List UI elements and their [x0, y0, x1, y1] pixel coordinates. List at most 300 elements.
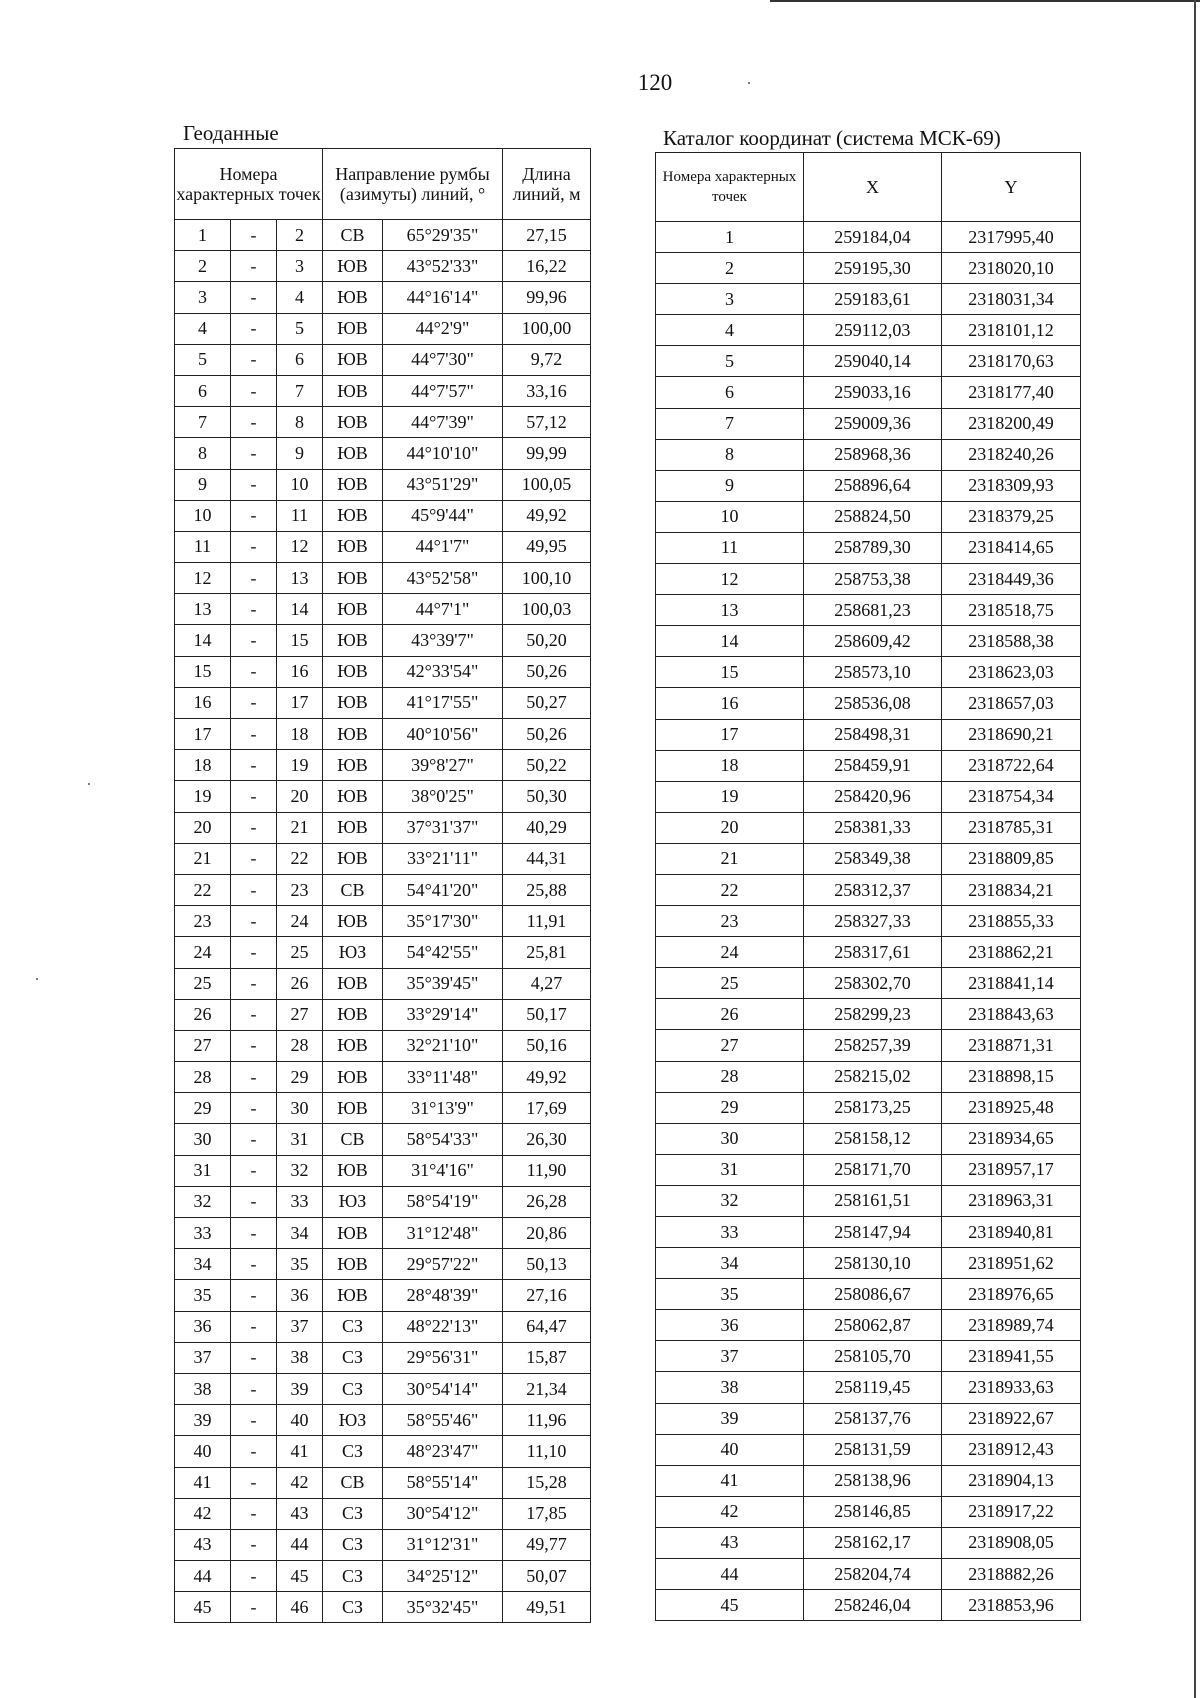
line-length: 50,26	[503, 719, 591, 750]
point-number: 34	[656, 1248, 804, 1279]
coordinate-x: 258138,96	[804, 1465, 942, 1496]
rumb-angle: 29°56'31"	[383, 1342, 503, 1373]
range-dash: -	[231, 719, 277, 750]
rumb-angle: 44°7'39"	[383, 407, 503, 438]
point-from: 23	[175, 906, 231, 937]
point-number: 44	[656, 1559, 804, 1590]
table-row	[175, 812, 591, 843]
table-row	[656, 501, 1081, 532]
point-number: 10	[656, 501, 804, 532]
line-length: 50,13	[503, 1249, 591, 1280]
point-from: 25	[175, 968, 231, 999]
coordinate-x: 258130,10	[804, 1248, 942, 1279]
line-length: 57,12	[503, 407, 591, 438]
line-length: 17,69	[503, 1093, 591, 1124]
rumb-direction: ЮВ	[323, 687, 383, 718]
table-row	[175, 719, 591, 750]
point-to: 17	[277, 687, 323, 718]
point-number: 14	[656, 626, 804, 657]
table-row	[656, 1341, 1081, 1372]
table-row	[656, 439, 1081, 470]
point-from: 22	[175, 874, 231, 905]
coordinate-x: 258420,96	[804, 781, 942, 812]
point-from: 14	[175, 625, 231, 656]
coordinate-x: 258257,39	[804, 1030, 942, 1061]
coordinate-x: 258312,37	[804, 874, 942, 905]
table-row	[175, 1218, 591, 1249]
rumb-direction: ЮВ	[323, 812, 383, 843]
line-length: 50,30	[503, 781, 591, 812]
table-row	[175, 1342, 591, 1373]
rumb-angle: 33°29'14"	[383, 999, 503, 1030]
point-from: 15	[175, 656, 231, 687]
coordinate-y: 2318933,63	[942, 1372, 1081, 1403]
coordinate-x: 259033,16	[804, 377, 942, 408]
coordinate-y: 2318976,65	[942, 1279, 1081, 1310]
coordinate-y: 2318917,22	[942, 1496, 1081, 1527]
coordinate-y: 2318843,63	[942, 999, 1081, 1030]
range-dash: -	[231, 438, 277, 469]
rumb-angle: 35°39'45"	[383, 968, 503, 999]
table-row	[656, 1465, 1081, 1496]
point-to: 26	[277, 968, 323, 999]
point-to: 3	[277, 251, 323, 282]
header-length: Длина линий, м	[503, 149, 591, 220]
range-dash: -	[231, 220, 277, 251]
line-length: 50,16	[503, 1030, 591, 1061]
coordinate-y: 2318449,36	[942, 564, 1081, 595]
coordinate-y: 2318588,38	[942, 626, 1081, 657]
rumb-direction: ЮЗ	[323, 1405, 383, 1436]
point-number: 26	[656, 999, 804, 1030]
point-to: 13	[277, 563, 323, 594]
line-length: 20,86	[503, 1218, 591, 1249]
coordinate-y: 2318841,14	[942, 968, 1081, 999]
table-row	[175, 1124, 591, 1155]
rumb-angle: 48°23'47"	[383, 1436, 503, 1467]
table-row	[656, 1061, 1081, 1092]
rumb-angle: 40°10'56"	[383, 719, 503, 750]
point-from: 6	[175, 375, 231, 406]
point-to: 12	[277, 531, 323, 562]
table-row	[656, 1092, 1081, 1123]
point-to: 45	[277, 1561, 323, 1592]
coordinate-x: 258162,17	[804, 1527, 942, 1558]
point-number: 40	[656, 1434, 804, 1465]
point-from: 37	[175, 1342, 231, 1373]
coordinate-x: 258327,33	[804, 906, 942, 937]
table-row	[656, 1030, 1081, 1061]
coordinate-x: 258105,70	[804, 1341, 942, 1372]
point-to: 21	[277, 812, 323, 843]
point-number: 13	[656, 595, 804, 626]
rumb-direction: ЮВ	[323, 407, 383, 438]
header-x: X	[804, 153, 942, 222]
point-number: 41	[656, 1465, 804, 1496]
point-number: 25	[656, 968, 804, 999]
coordinate-x: 258299,23	[804, 999, 942, 1030]
scan-speck	[748, 82, 750, 84]
point-to: 46	[277, 1592, 323, 1623]
line-length: 100,03	[503, 594, 591, 625]
range-dash: -	[231, 344, 277, 375]
point-from: 17	[175, 719, 231, 750]
coordinate-x: 259112,03	[804, 315, 942, 346]
line-length: 9,72	[503, 344, 591, 375]
line-length: 25,88	[503, 874, 591, 905]
range-dash: -	[231, 1498, 277, 1529]
point-from: 11	[175, 531, 231, 562]
table-row	[656, 626, 1081, 657]
coordinate-y: 2318882,26	[942, 1559, 1081, 1590]
scan-speck	[88, 783, 90, 785]
line-length: 50,27	[503, 687, 591, 718]
table-row	[656, 470, 1081, 501]
point-number: 30	[656, 1123, 804, 1154]
rumb-direction: ЮВ	[323, 251, 383, 282]
table-row	[175, 469, 591, 500]
rumb-angle: 45°9'44"	[383, 500, 503, 531]
rumb-angle: 29°57'22"	[383, 1249, 503, 1280]
coordinate-y: 2317995,40	[942, 222, 1081, 253]
coordinate-y: 2318855,33	[942, 906, 1081, 937]
table-row	[175, 1186, 591, 1217]
point-number: 1	[656, 222, 804, 253]
coordinate-y: 2318177,40	[942, 377, 1081, 408]
point-number: 4	[656, 315, 804, 346]
point-number: 18	[656, 750, 804, 781]
range-dash: -	[231, 1124, 277, 1155]
point-number: 28	[656, 1061, 804, 1092]
point-to: 37	[277, 1311, 323, 1342]
rumb-angle: 33°21'11"	[383, 843, 503, 874]
table-row	[175, 282, 591, 313]
table-row	[175, 1155, 591, 1186]
line-length: 17,85	[503, 1498, 591, 1529]
line-length: 21,34	[503, 1373, 591, 1404]
table-row	[656, 377, 1081, 408]
table-row	[656, 906, 1081, 937]
rumb-direction: ЮВ	[323, 344, 383, 375]
coordinate-x: 258753,38	[804, 564, 942, 595]
coordinate-x: 258381,33	[804, 812, 942, 843]
point-to: 11	[277, 500, 323, 531]
rumb-direction: ЮВ	[323, 719, 383, 750]
rumb-direction: ЮВ	[323, 625, 383, 656]
table-row	[175, 750, 591, 781]
coordinate-y: 2318941,55	[942, 1341, 1081, 1372]
line-length: 16,22	[503, 251, 591, 282]
rumb-angle: 30°54'14"	[383, 1373, 503, 1404]
table-row	[175, 563, 591, 594]
point-from: 36	[175, 1311, 231, 1342]
line-length: 100,00	[503, 313, 591, 344]
point-number: 19	[656, 781, 804, 812]
range-dash: -	[231, 407, 277, 438]
rumb-direction: СЗ	[323, 1436, 383, 1467]
range-dash: -	[231, 500, 277, 531]
rumb-angle: 37°31'37"	[383, 812, 503, 843]
rumb-direction: ЮВ	[323, 282, 383, 313]
table-row	[175, 1311, 591, 1342]
table-row	[175, 375, 591, 406]
table-row	[656, 750, 1081, 781]
coordinate-x: 258137,76	[804, 1403, 942, 1434]
coordinate-x: 258609,42	[804, 626, 942, 657]
coordinate-y: 2318922,67	[942, 1403, 1081, 1434]
rumb-angle: 54°41'20"	[383, 874, 503, 905]
table-row	[175, 220, 591, 251]
point-from: 4	[175, 313, 231, 344]
range-dash: -	[231, 874, 277, 905]
rumb-angle: 30°54'12"	[383, 1498, 503, 1529]
line-length: 100,10	[503, 563, 591, 594]
table-row	[175, 313, 591, 344]
table-row	[175, 1249, 591, 1280]
point-to: 20	[277, 781, 323, 812]
range-dash: -	[231, 1592, 277, 1623]
point-to: 19	[277, 750, 323, 781]
table-row	[175, 531, 591, 562]
line-length: 4,27	[503, 968, 591, 999]
point-from: 10	[175, 500, 231, 531]
table-row	[656, 1310, 1081, 1341]
range-dash: -	[231, 531, 277, 562]
table-row	[175, 1062, 591, 1093]
range-dash: -	[231, 1249, 277, 1280]
point-number: 8	[656, 439, 804, 470]
point-to: 32	[277, 1155, 323, 1186]
catalog-body	[656, 222, 1081, 1621]
rumb-direction: ЮВ	[323, 656, 383, 687]
point-from: 32	[175, 1186, 231, 1217]
point-from: 40	[175, 1436, 231, 1467]
line-length: 100,05	[503, 469, 591, 500]
line-length: 40,29	[503, 812, 591, 843]
point-number: 43	[656, 1527, 804, 1558]
rumb-direction: СВ	[323, 1467, 383, 1498]
range-dash: -	[231, 999, 277, 1030]
coordinate-x: 258349,38	[804, 843, 942, 874]
range-dash: -	[231, 1218, 277, 1249]
table-row	[175, 1405, 591, 1436]
coordinate-x: 258146,85	[804, 1496, 942, 1527]
table-row	[656, 688, 1081, 719]
table-row	[656, 1527, 1081, 1558]
point-number: 24	[656, 937, 804, 968]
range-dash: -	[231, 1062, 277, 1093]
point-to: 43	[277, 1498, 323, 1529]
coordinate-y: 2318657,03	[942, 688, 1081, 719]
point-number: 9	[656, 470, 804, 501]
rumb-direction: ЮВ	[323, 1155, 383, 1186]
rumb-angle: 58°55'46"	[383, 1405, 503, 1436]
line-length: 99,99	[503, 438, 591, 469]
point-to: 22	[277, 843, 323, 874]
range-dash: -	[231, 937, 277, 968]
point-to: 8	[277, 407, 323, 438]
table-row	[656, 1154, 1081, 1185]
coordinate-y: 2318963,31	[942, 1185, 1081, 1216]
line-length: 11,91	[503, 906, 591, 937]
point-number: 5	[656, 346, 804, 377]
coordinate-y: 2318414,65	[942, 532, 1081, 563]
scan-edge-right	[1194, 0, 1196, 1698]
coordinate-y: 2318518,75	[942, 595, 1081, 626]
point-from: 28	[175, 1062, 231, 1093]
coordinate-y: 2318809,85	[942, 843, 1081, 874]
range-dash: -	[231, 251, 277, 282]
table-row	[656, 1559, 1081, 1590]
rumb-angle: 31°12'31"	[383, 1529, 503, 1560]
table-row	[656, 595, 1081, 626]
range-dash: -	[231, 469, 277, 500]
table-row	[175, 1561, 591, 1592]
range-dash: -	[231, 1030, 277, 1061]
coordinate-x: 258171,70	[804, 1154, 942, 1185]
rumb-angle: 33°11'48"	[383, 1062, 503, 1093]
point-from: 43	[175, 1529, 231, 1560]
point-to: 5	[277, 313, 323, 344]
range-dash: -	[231, 781, 277, 812]
point-number: 22	[656, 874, 804, 905]
point-number: 35	[656, 1279, 804, 1310]
coordinate-y: 2318200,49	[942, 408, 1081, 439]
scan-edge-top	[770, 0, 1200, 2]
point-from: 44	[175, 1561, 231, 1592]
table-row	[656, 222, 1081, 253]
coordinate-y: 2318940,81	[942, 1217, 1081, 1248]
coordinate-y: 2318853,96	[942, 1590, 1081, 1621]
table-row	[656, 874, 1081, 905]
line-length: 64,47	[503, 1311, 591, 1342]
range-dash: -	[231, 1467, 277, 1498]
rumb-direction: ЮВ	[323, 843, 383, 874]
line-length: 50,07	[503, 1561, 591, 1592]
coordinate-x: 258536,08	[804, 688, 942, 719]
point-number: 20	[656, 812, 804, 843]
rumb-angle: 43°52'33"	[383, 251, 503, 282]
line-length: 15,87	[503, 1342, 591, 1373]
coordinate-y: 2318912,43	[942, 1434, 1081, 1465]
table-row	[175, 500, 591, 531]
coordinate-y: 2318020,10	[942, 253, 1081, 284]
coordinate-y: 2318309,93	[942, 470, 1081, 501]
table-row	[175, 874, 591, 905]
point-to: 7	[277, 375, 323, 406]
table-row	[656, 1248, 1081, 1279]
range-dash: -	[231, 843, 277, 874]
table-row	[175, 1592, 591, 1623]
coordinate-x: 259040,14	[804, 346, 942, 377]
coordinate-y: 2318989,74	[942, 1310, 1081, 1341]
point-from: 39	[175, 1405, 231, 1436]
coordinate-y: 2318031,34	[942, 284, 1081, 315]
table-row	[175, 656, 591, 687]
point-to: 9	[277, 438, 323, 469]
point-to: 35	[277, 1249, 323, 1280]
coordinate-x: 259009,36	[804, 408, 942, 439]
table-row	[175, 687, 591, 718]
rumb-angle: 44°2'9"	[383, 313, 503, 344]
coordinate-x: 258062,87	[804, 1310, 942, 1341]
table-row	[175, 625, 591, 656]
range-dash: -	[231, 282, 277, 313]
rumb-direction: ЮВ	[323, 594, 383, 625]
point-from: 8	[175, 438, 231, 469]
range-dash: -	[231, 656, 277, 687]
table-row	[656, 1590, 1081, 1621]
table-row	[175, 843, 591, 874]
rumb-direction: ЮВ	[323, 375, 383, 406]
rumb-direction: ЮВ	[323, 750, 383, 781]
rumb-direction: ЮВ	[323, 1062, 383, 1093]
rumb-direction: ЮВ	[323, 968, 383, 999]
rumb-angle: 43°51'29"	[383, 469, 503, 500]
rumb-angle: 44°10'10"	[383, 438, 503, 469]
rumb-angle: 58°54'33"	[383, 1124, 503, 1155]
rumb-direction: ЮЗ	[323, 937, 383, 968]
point-from: 29	[175, 1093, 231, 1124]
rumb-angle: 42°33'54"	[383, 656, 503, 687]
table-row	[175, 251, 591, 282]
point-from: 12	[175, 563, 231, 594]
point-from: 27	[175, 1030, 231, 1061]
rumb-angle: 65°29'35"	[383, 220, 503, 251]
rumb-direction: ЮЗ	[323, 1186, 383, 1217]
point-to: 29	[277, 1062, 323, 1093]
point-to: 16	[277, 656, 323, 687]
point-from: 9	[175, 469, 231, 500]
table-row	[175, 1498, 591, 1529]
rumb-direction: СЗ	[323, 1498, 383, 1529]
catalog-caption: Каталог координат (система МСК-69)	[663, 126, 1001, 150]
point-to: 33	[277, 1186, 323, 1217]
line-length: 49,95	[503, 531, 591, 562]
point-from: 30	[175, 1124, 231, 1155]
point-from: 19	[175, 781, 231, 812]
point-from: 16	[175, 687, 231, 718]
rumb-angle: 28°48'39"	[383, 1280, 503, 1311]
range-dash: -	[231, 968, 277, 999]
coordinate-y: 2318934,65	[942, 1123, 1081, 1154]
table-row	[656, 843, 1081, 874]
range-dash: -	[231, 687, 277, 718]
point-number: 45	[656, 1590, 804, 1621]
table-row	[656, 1279, 1081, 1310]
table-row	[175, 1436, 591, 1467]
point-number: 37	[656, 1341, 804, 1372]
scan-speck	[36, 978, 38, 980]
coordinate-x: 258161,51	[804, 1185, 942, 1216]
rumb-direction: ЮВ	[323, 438, 383, 469]
point-number: 39	[656, 1403, 804, 1434]
point-to: 39	[277, 1373, 323, 1404]
rumb-direction: ЮВ	[323, 781, 383, 812]
coordinate-x: 258215,02	[804, 1061, 942, 1092]
table-row	[656, 1403, 1081, 1434]
coordinate-catalog-table	[655, 152, 1081, 1621]
rumb-angle: 39°8'27"	[383, 750, 503, 781]
point-to: 28	[277, 1030, 323, 1061]
rumb-angle: 58°55'14"	[383, 1467, 503, 1498]
range-dash: -	[231, 906, 277, 937]
coordinate-y: 2318623,03	[942, 657, 1081, 688]
line-length: 15,28	[503, 1467, 591, 1498]
point-number: 31	[656, 1154, 804, 1185]
geodata-header-row	[175, 149, 591, 220]
table-row	[656, 253, 1081, 284]
